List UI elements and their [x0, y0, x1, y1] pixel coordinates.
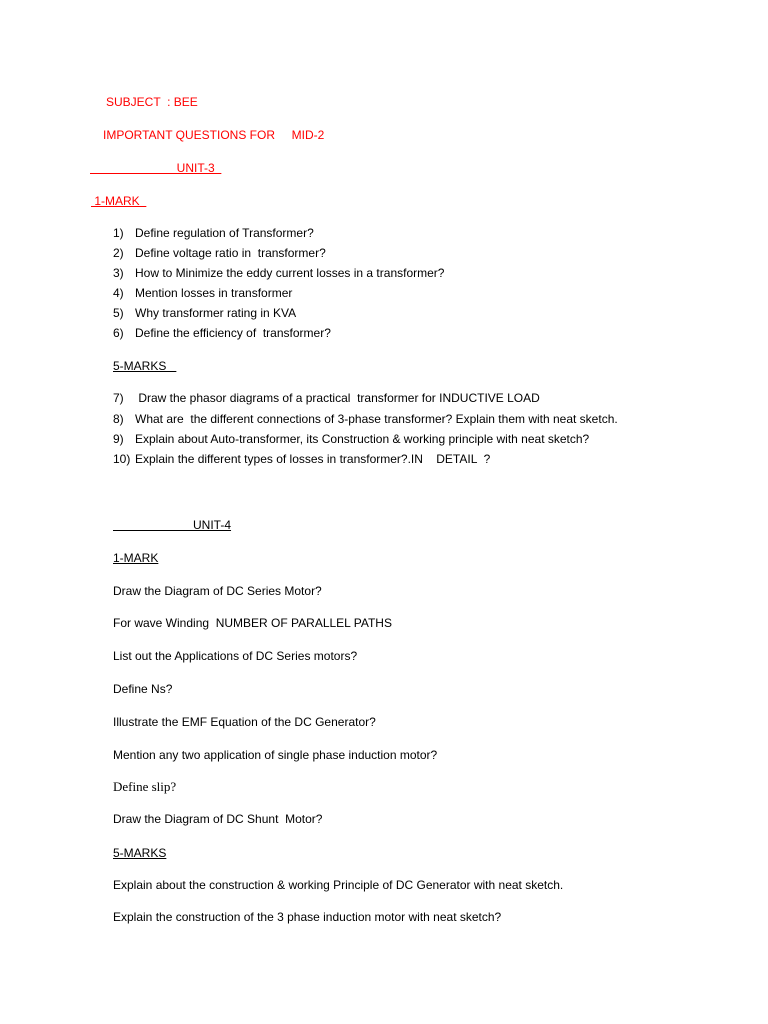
subject-line: SUBJECT : BEE [106, 95, 198, 109]
unit4-heading: UNIT-4 [113, 518, 232, 532]
list-item: For wave Winding NUMBER OF PARALLEL PATHS [113, 616, 392, 630]
list-item: Illustrate the EMF Equation of the DC Generator? [113, 715, 376, 729]
list-item: 4) Mention losses in transformer [113, 286, 293, 300]
list-item: 3) How to Minimize the eddy current losses in a transformer? [113, 266, 445, 280]
list-item: Explain about the construction & working Principle of DC Generator with neat sketch. [113, 878, 564, 892]
list-item: 8) What are the different connections of 3-phase transformer? Explain them with neat sketch. [113, 412, 618, 426]
list-item: List out the Applications of DC Series motors? [113, 649, 358, 663]
list-item: Draw the Diagram of DC Shunt Motor? [113, 812, 323, 826]
list-item: 1) Define regulation of Transformer? [113, 226, 314, 240]
list-item: 10) Explain the different types of losses in transformer?.IN DETAIL ? [113, 452, 491, 466]
list-item: 2) Define voltage ratio in transformer? [113, 246, 326, 260]
list-item: Draw the Diagram of DC Series Motor? [113, 584, 322, 598]
unit3-1mark-heading: 1-MARK [91, 194, 147, 208]
unit4-5marks-heading: 5-MARKS [113, 846, 167, 860]
list-item: 5) Why transformer rating in KVA [113, 306, 297, 320]
list-item: Define slip? [113, 779, 177, 794]
list-item: 9) Explain about Auto-transformer, its Construction & working principle with neat sketch? [113, 432, 590, 446]
list-item: Define Ns? [113, 682, 173, 696]
unit4-1mark-heading: 1-MARK [113, 551, 159, 565]
important-questions-title: IMPORTANT QUESTIONS FOR MID-2 [103, 128, 325, 142]
list-item: 7) Draw the phasor diagrams of a practical transformer for INDUCTIVE LOAD [113, 391, 540, 405]
unit3-heading: UNIT-3 [90, 161, 222, 175]
unit3-5marks-heading: 5-MARKS [113, 359, 177, 373]
list-item: 6) Define the efficiency of transformer? [113, 326, 331, 340]
list-item: Explain the construction of the 3 phase induction motor with neat sketch? [113, 910, 502, 924]
list-item: Mention any two application of single phase induction motor? [113, 748, 438, 762]
